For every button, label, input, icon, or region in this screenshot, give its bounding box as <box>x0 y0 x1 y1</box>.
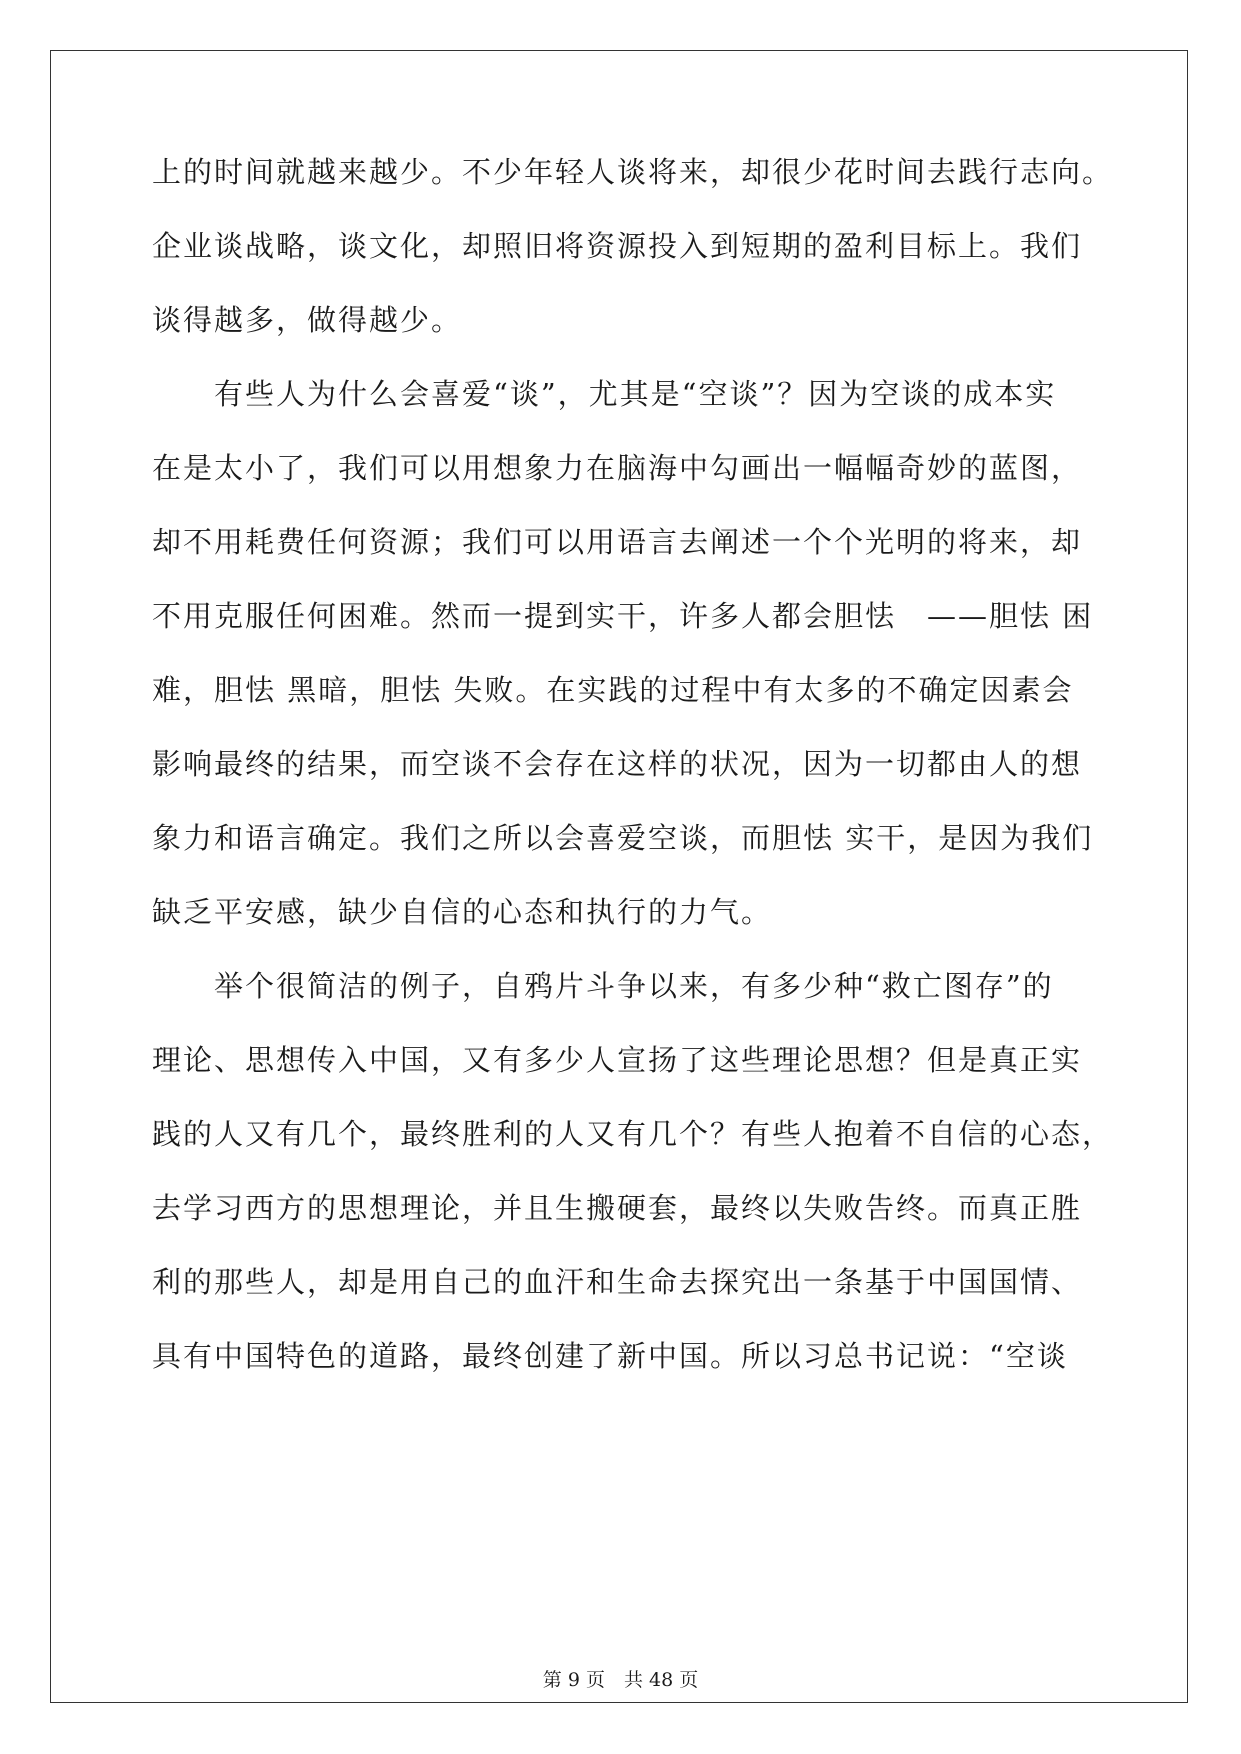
text-line: 却不用耗费任何资源；我们可以用语言去阐述一个个光明的将来，却 <box>152 525 1083 559</box>
text-line: 有些人为什么会喜爱“谈”，尤其是“空谈”？因为空谈的成本实 <box>152 377 1057 411</box>
text-line: 缺乏平安感，缺少自信的心态和执行的力气。 <box>152 895 773 929</box>
text-line: 去学习西方的思想理论，并且生搬硬套，最终以失败告终。而真正胜 <box>152 1191 1083 1225</box>
text-line: 利的那些人，却是用自己的血汗和生命去探究出一条基于中国国情、 <box>152 1265 1083 1299</box>
text-line: 影响最终的结果，而空谈不会存在这样的状况，因为一切都由人的想 <box>152 747 1083 781</box>
page-footer: 第 9 页 共 48 页 <box>542 1669 699 1691</box>
text-line: 具有中国特色的道路，最终创建了新中国。所以习总书记说：“空谈 <box>152 1339 1068 1373</box>
text-line: 在是太小了，我们可以用想象力在脑海中勾画出一幅幅奇妙的蓝图， <box>152 451 1083 485</box>
text-line: 举个很简洁的例子，自鸦片斗争以来，有多少种“救亡图存”的 <box>152 969 1054 1003</box>
text-line: 上的时间就越来越少。不少年轻人谈将来，却很少花时间去践行志向。 <box>152 155 1114 189</box>
text-line: 谈得越多，做得越少。 <box>152 303 463 337</box>
text-line: 践的人又有几个，最终胜利的人又有几个？有些人抱着不自信的心态， <box>152 1117 1114 1151</box>
text-line: 难，胆怯 黑暗，胆怯 失败。在实践的过程中有太多的不确定因素会 <box>152 673 1074 707</box>
text-line: 不用克服任何困难。然而一提到实干，许多人都会胆怯 ——胆怯 困 <box>152 599 1094 633</box>
page-border <box>50 50 1188 1703</box>
text-line: 理论、思想传入中国，又有多少人宣扬了这些理论思想？但是真正实 <box>152 1043 1083 1077</box>
text-line: 象力和语言确定。我们之所以会喜爱空谈，而胆怯 实干，是因为我们 <box>152 821 1094 855</box>
text-line: 企业谈战略，谈文化，却照旧将资源投入到短期的盈利目标上。我们 <box>152 229 1083 263</box>
